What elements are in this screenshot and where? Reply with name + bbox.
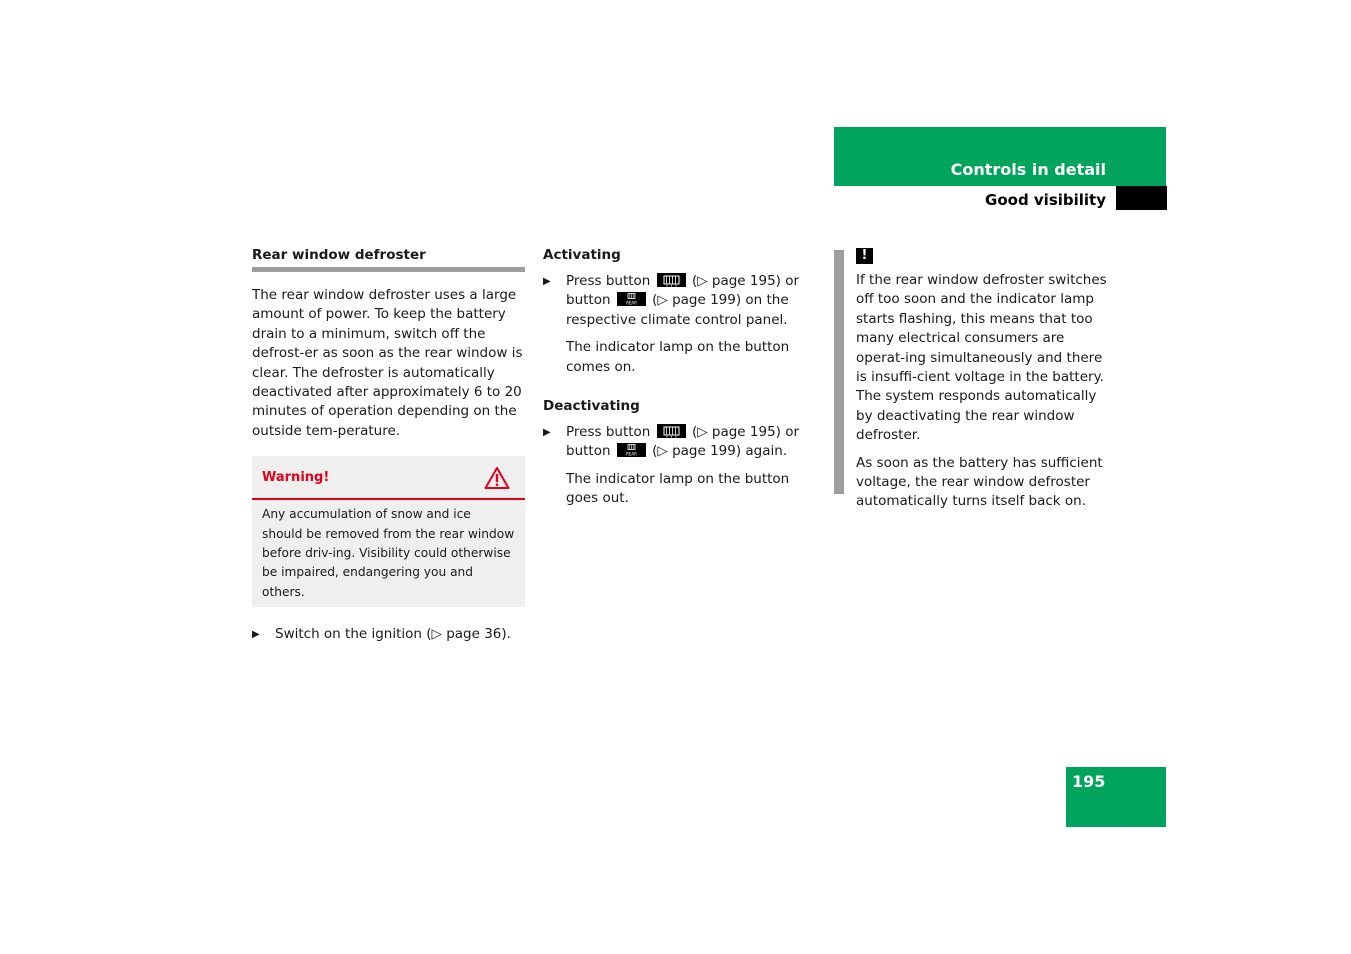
page-number: 195 bbox=[1072, 772, 1106, 791]
deactivating-heading: Deactivating bbox=[543, 398, 640, 415]
svg-text:REAR: REAR bbox=[625, 451, 637, 457]
warning-box bbox=[252, 456, 525, 607]
rear-defrost-button-icon bbox=[657, 273, 686, 287]
deactivating-result: The indicator lamp on the button goes out. bbox=[566, 470, 790, 507]
bullet-arrow-icon: ▶ bbox=[252, 629, 260, 641]
activating-heading: Activating bbox=[543, 247, 621, 263]
step-text-part: Press button bbox=[566, 273, 651, 289]
intro-paragraph: The rear window defroster uses a large amount of power. To keep the battery drain to a minimum, switch off the defrost-er as soon as the rear window is clear. The defroster is automatically deactivated after approximately 6 to 20 minutes of operation depending on the outside tem-perature. bbox=[252, 287, 523, 439]
warning-header bbox=[252, 456, 525, 500]
section-heading: Rear window defroster bbox=[252, 247, 426, 263]
step-deactivate bbox=[543, 423, 818, 462]
rear-button-icon bbox=[617, 443, 646, 457]
step-text: Switch on the ignition (▷ page 36). bbox=[275, 626, 511, 643]
bullet-arrow-icon: ▶ bbox=[543, 276, 551, 287]
heading-rule bbox=[252, 267, 525, 272]
warning-text: Any accumulation of snow and ice should be removed from the rear window before driv-ing. Visibility could otherwise be impaired, endangering you and others. bbox=[262, 507, 515, 599]
notice-exclamation-icon: ! bbox=[856, 248, 873, 264]
column-activation bbox=[543, 246, 818, 509]
notice-paragraph: If the rear window defroster switches off too soon and the indicator lamp starts flashing, this means that too many electrical consumers are operat-ing simultaneously and there is insuffi-cient voltage in the battery. The system responds automatically by deactivating the rear window defroster. bbox=[856, 272, 1107, 444]
section-title: Good visibility bbox=[985, 191, 1106, 209]
bullet-arrow-icon: ▶ bbox=[543, 427, 551, 439]
step-text-part: (▷ page 195) or button bbox=[566, 424, 800, 460]
warning-label: Warning! bbox=[262, 470, 330, 486]
notice-paragraph: As soon as the battery has sufficient voltage, the rear window defroster automatically turns itself back on. bbox=[856, 454, 1103, 510]
step-text-part: (▷ page 199) again. bbox=[652, 443, 788, 460]
chapter-title: Controls in detail bbox=[950, 160, 1106, 179]
column-notice bbox=[856, 248, 1111, 512]
svg-text:REAR: REAR bbox=[625, 300, 637, 306]
rear-defrost-button-icon bbox=[657, 424, 686, 438]
rear-button-icon bbox=[617, 292, 646, 306]
section-marker bbox=[1116, 186, 1167, 210]
step-text-part: (▷ page 195) or button bbox=[566, 273, 800, 309]
step-text-part: Press button bbox=[566, 424, 651, 441]
warning-triangle-icon bbox=[484, 466, 510, 490]
activating-result: The indicator lamp on the button comes on. bbox=[566, 339, 790, 375]
notice-sidebar-bar bbox=[834, 250, 844, 494]
step-activate bbox=[543, 272, 818, 330]
step-text-part: (▷ page 199) on the respective climate control panel. bbox=[566, 292, 789, 328]
column-rear-window-defroster bbox=[252, 246, 525, 645]
step-switch-on-ignition bbox=[252, 625, 525, 644]
